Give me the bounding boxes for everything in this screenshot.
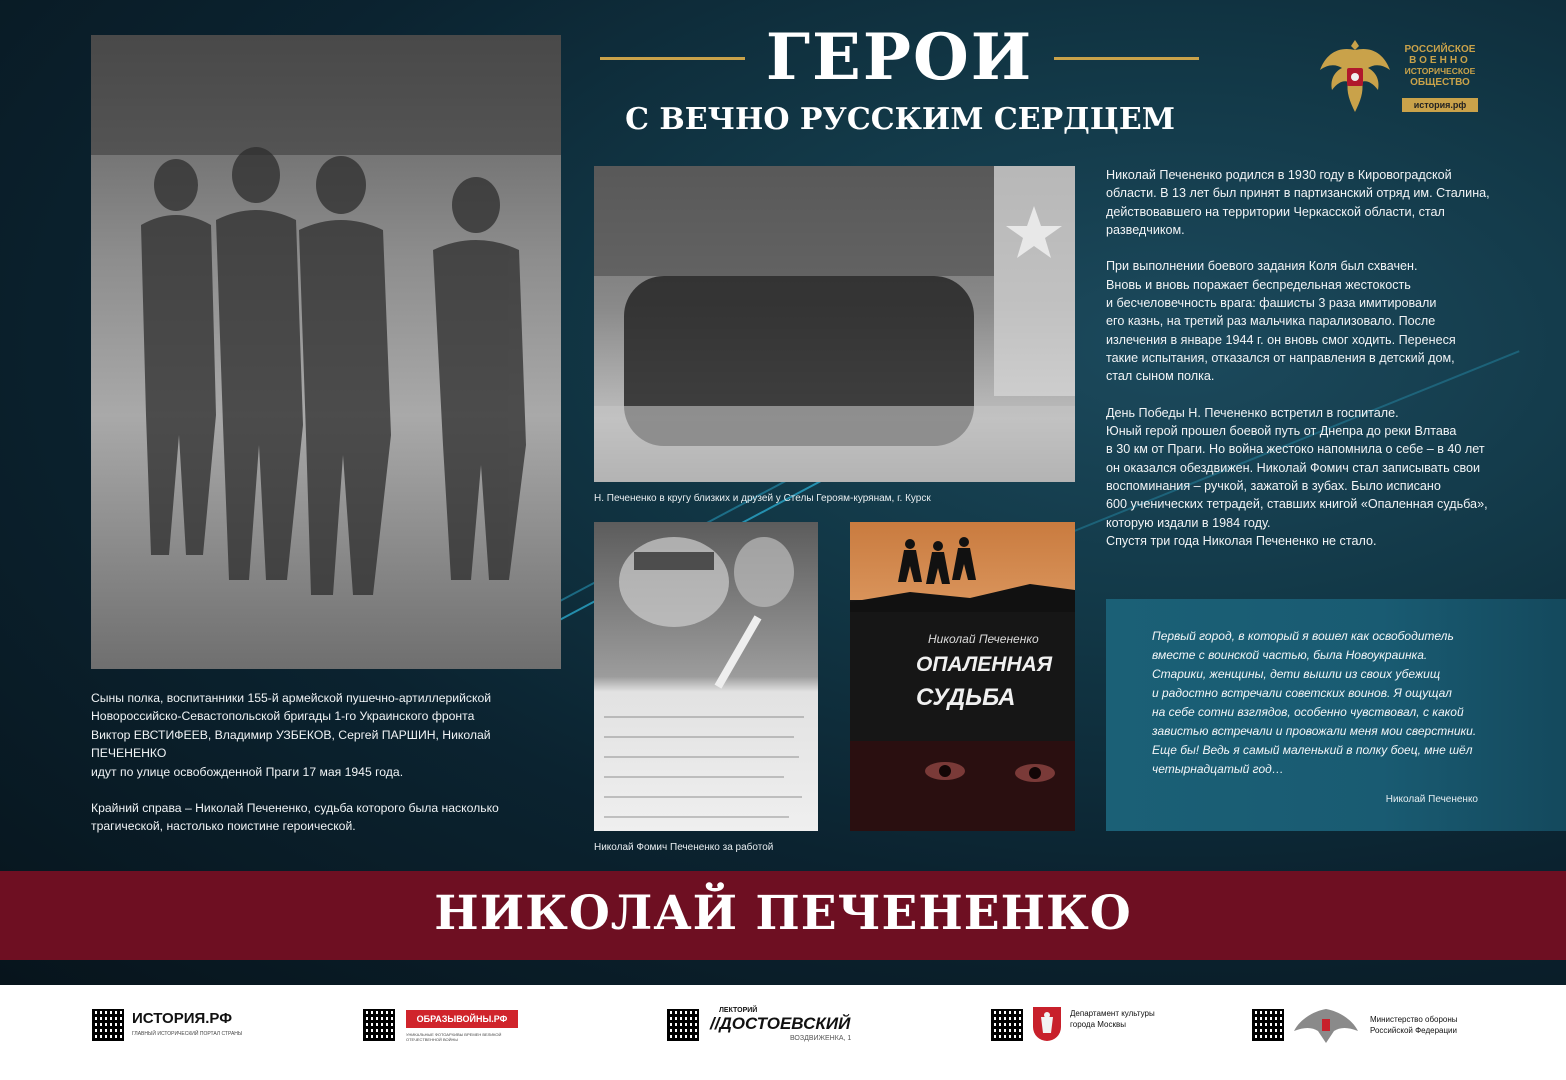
- main-photo-caption: [91, 689, 561, 836]
- biography-p3: День Победы Н. Печененко встретил в госпитале. Юный герой прошел боевой путь от Днепра до реки Влтава в 30 км от Праги. Но война жестоко напомнила о себе – в 40 лет он оказался обездвижен. Николай Фомич стал записывать свои воспоминания – ручкой, зажатой в зубах. Было исписано 600 ученических тетрадей, ставших книгой «Опаленная судьба», которую издали в 1984 году. Спустя три года Николая Печененко не стало.: [1106, 405, 1488, 548]
- qr-code-icon[interactable]: [92, 1009, 124, 1041]
- work-photo-caption: Николай Фомич Печененко за работой: [594, 842, 774, 853]
- qr-code-icon[interactable]: [991, 1009, 1023, 1041]
- group-photo-stele-kursk: [594, 166, 1075, 482]
- obraz-tagline: УНИКАЛЬНЫЕ ФОТОАРХИВЫ ВРЕМЕН ВЕЛИКОЙ ОТЕЧЕСТВЕННОЙ ВОЙНЫ: [406, 1032, 502, 1042]
- book-cover-opalennaya-sudba: [850, 522, 1075, 831]
- lektoriy-logo[interactable]: //ДОСТОЕВСКИЙ: [710, 1014, 851, 1033]
- group-photo-drawing: [594, 166, 1075, 482]
- footer-partners: [0, 985, 1566, 1080]
- page-title: ГЕРОИ: [765, 20, 1034, 95]
- rvio-line1: РОССИЙСКОЕ: [1404, 44, 1476, 55]
- title-rule-left: [600, 57, 745, 60]
- qr-code-icon[interactable]: [363, 1009, 395, 1041]
- biography-p1: Николай Печененко родился в 1930 году в Кировоградской области. В 13 лет был принят в партизанский отряд им. Сталина, действовавшего на территории Черкасской области, стал разведчиком.: [1106, 168, 1490, 237]
- double-headed-eagle-icon: [1318, 36, 1392, 116]
- mod-line1: Министерство обороны: [1370, 1015, 1458, 1024]
- main-caption-p2: Крайний справа – Николай Печененко, судьба которого была насколько трагической, настолько поистине героической.: [91, 801, 499, 834]
- biography-p2: При выполнении боевого задания Коля был схвачен. Вновь и вновь поражает беспредельная жестокость и бесчеловечность врага: фашисты 3 раза имитировали его казнь, на третий раз мальчика парализовало. После излечения в январе 1944 г. он вновь смог ходить. Перенеся такие испытания, отказался от направления в детский дом, стал сыном полка.: [1106, 259, 1456, 384]
- lektoriy-small: ЛЕКТОРИЙ: [719, 1007, 758, 1014]
- soldiers-silhouettes: [91, 35, 561, 669]
- title-rule-right: [1054, 57, 1199, 60]
- rvio-line4: ОБЩЕСТВО: [1410, 77, 1470, 88]
- rvio-logo: [1318, 36, 1498, 118]
- qr-code-icon[interactable]: [667, 1009, 699, 1041]
- moscow-coat-of-arms-icon: [1033, 1007, 1061, 1041]
- biography-text: [1106, 166, 1506, 569]
- main-photo-sons-of-regiment: [91, 35, 561, 669]
- hero-name-band: [0, 871, 1566, 960]
- hero-name: НИКОЛАЙ ПЕЧЕНЕНКО: [434, 886, 1132, 941]
- obraz-logo[interactable]: ОБРАЗЫВОЙНЫ.РФ: [406, 1010, 518, 1028]
- dept-culture-line2: города Москвы: [1070, 1020, 1126, 1029]
- quote-text: Первый город, в который я вошел как освободитель вместе с воинской частью, была Новоукраинка. Старики, женщины, дети вышли из своих убежищ и радостно встречали советских воинов. Я ощущал на себе сотни взглядов, особенно чувствовал, с какой завистью встречали и провожали меня мои сверстники. Еще бы! Ведь я самый маленький в полку боец, мне шёл четырнадцатый год…: [1152, 629, 1477, 776]
- lektoriy-address: ВОЗДВИЖЕНКА, 1: [790, 1035, 852, 1042]
- main-caption-p1: Сыны полка, воспитанники 155-й армейской пушечно-артиллерийской Новороссийско-Севастопольской бригады 1-го Украинского фронта Виктор ЕВСТИФЕЕВ, Владимир УЗБЕКОВ, Сергей ПАРШИН, Николай ПЕЧЕНЕНКО идут по улице освобожденной Праги 17 мая 1945 года.: [91, 691, 492, 779]
- mod-emblem-icon: [1292, 1005, 1360, 1045]
- dept-culture-line1: Департамент культуры: [1070, 1009, 1155, 1018]
- book-cover-eyes: [850, 741, 1075, 831]
- book-title-line1: ОПАЛЕННАЯ: [916, 653, 1053, 676]
- book-title-line2: СУДЬБА: [916, 684, 1016, 711]
- quote-box: [1106, 599, 1566, 831]
- rvio-line2: ВОЕННО: [1409, 55, 1471, 66]
- quote-author: Николай Печененко: [1385, 794, 1478, 805]
- work-photo-drawing: [594, 522, 818, 831]
- istoria-logo[interactable]: ИСТОРИЯ.РФ: [132, 1010, 233, 1027]
- work-photo-at-work: [594, 522, 818, 831]
- group-photo-caption: Н. Печененко в кругу близких и друзей у Стелы Героям-курянам, г. Курск: [594, 493, 931, 504]
- book-author: Николай Печененко: [928, 632, 1039, 646]
- qr-code-icon[interactable]: [1252, 1009, 1284, 1041]
- mod-line2: Российской Федерации: [1370, 1026, 1457, 1035]
- rvio-line3: ИСТОРИЧЕСКОЕ: [1404, 66, 1476, 76]
- rvio-site: история.рф: [1402, 98, 1478, 112]
- istoria-tagline: ГЛАВНЫЙ ИСТОРИЧЕСКИЙ ПОРТАЛ СТРАНЫ: [132, 1031, 243, 1037]
- page-subtitle: С ВЕЧНО РУССКИМ СЕРДЦЕМ: [625, 102, 1175, 137]
- book-cover-figures: [850, 522, 1075, 612]
